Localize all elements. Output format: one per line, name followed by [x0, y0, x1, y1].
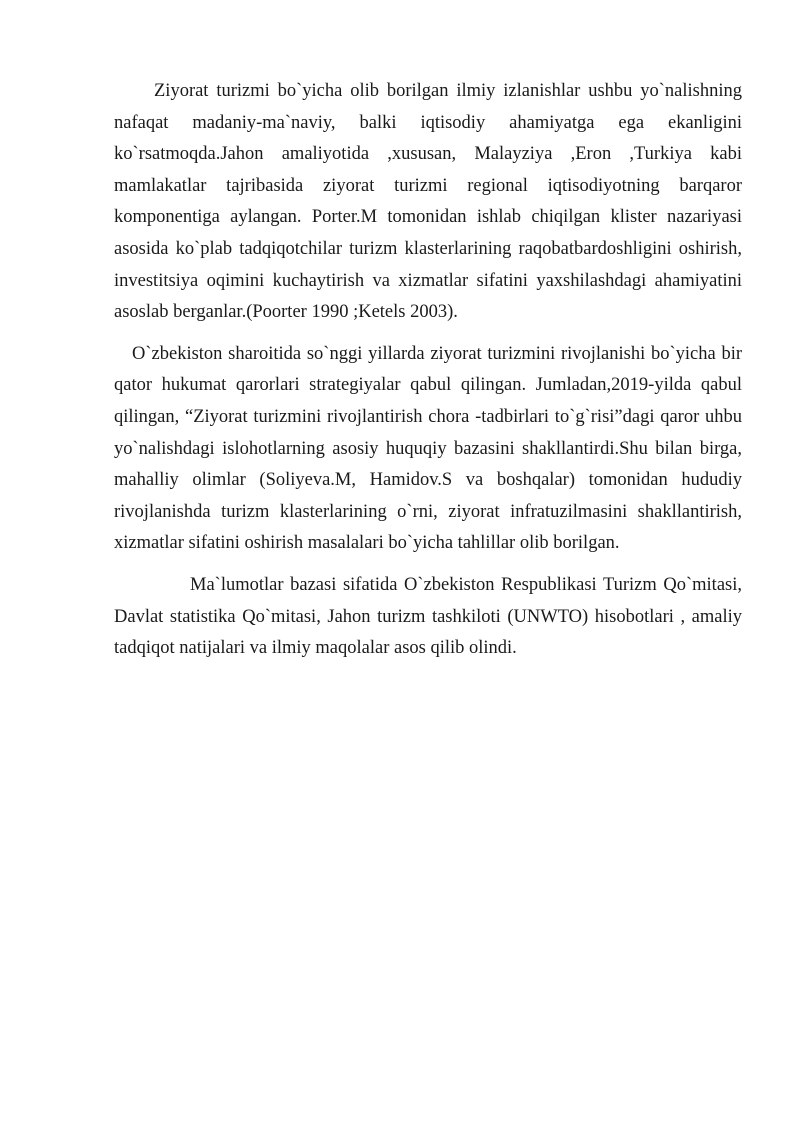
paragraph-data-sources: Ma`lumotlar bazasi sifatida O`zbekiston Respublikasi Turizm Qo`mitasi, Davlat statistika Qo`mitasi, Jahon turizm tashkiloti (UNWTO) hisobotlari , amaliy tadqiqot natijalari va ilmiy maqolalar asos qilib olindi.	[114, 574, 742, 659]
paragraph-research-overview: Ziyorat turizmi bo`yicha olib borilgan ilmiy izlanishlar ushbu yo`nalishning nafaqat madaniy-ma`naviy, balki iqtisodiy ahamiyatga ega ekanligini ko`rsatmoqda.Jahon amaliyotida ,xususan, Malayziya ,Eron ,Turkiya kabi mamlakatlar tajribasida ziyorat turizmi regional iqtisodiyotning barqaror komponentiga aylangan. Porter.M tomonidan ishlab chiqilgan klister nazariyasi asosida ko`plab tadqiqotchilar turizm klasterlarining raqobatbardoshligini oshirish, investitsiya oqimini kuchaytirish va xizmatlar sifatini yaxshilashdagi ahamiyatini asoslab berganlar.(Poorter 1990 ;Ketels 2003).	[114, 81, 742, 323]
document-page	[114, 76, 742, 665]
paragraph-uzbekistan-policy: O`zbekiston sharoitida so`nggi yillarda ziyorat turizmini rivojlanishi bo`yicha bir qator hukumat qarorlari strategiyalar qabul qilingan. Jumladan,2019-yilda qabul qilingan, “Ziyorat turizmini rivojlantirish chora -tadbirlari to`g`risi”dagi qaror uhbu yo`nalishdagi islohotlarning asosiy huquqiy bazasini shakllantirdi.Shu bilan birga, mahalliy olimlar (Soliyeva.M, Hamidov.S va boshqalar) tomonidan hududiy rivojlanishda turizm klasterlarining o`rni, ziyorat infratuzilmasini shakllantirish, xizmatlar sifatini oshirish masalalari bo`yicha tahlillar olib borilgan.	[114, 343, 742, 554]
